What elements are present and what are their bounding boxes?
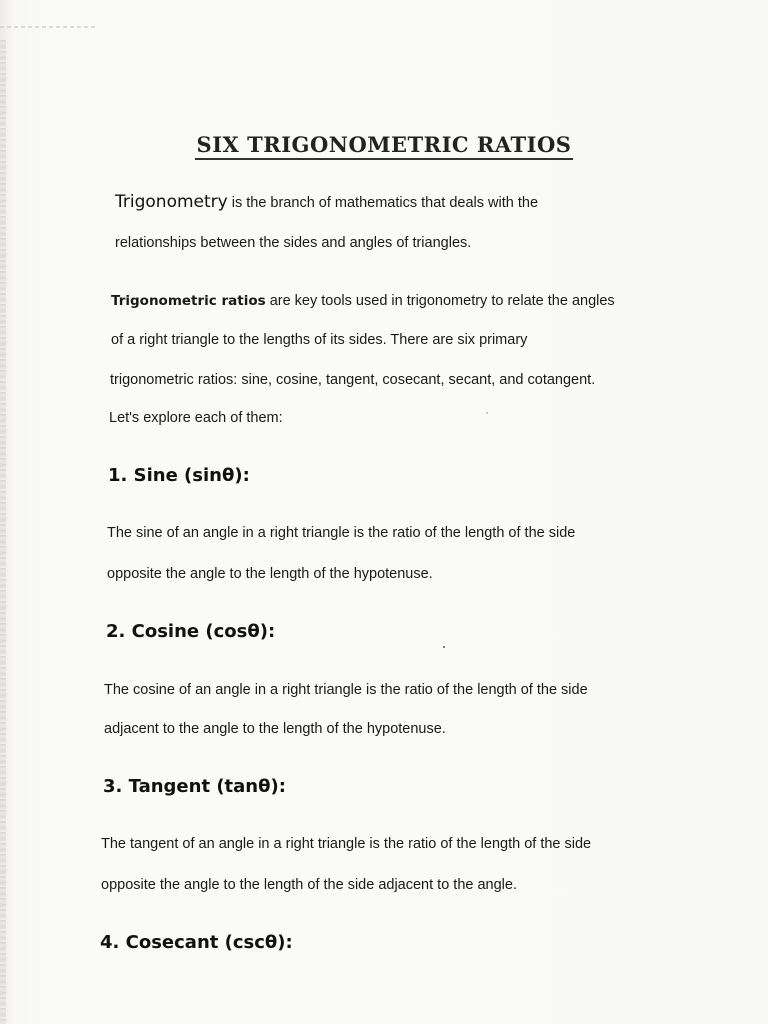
cosine-line-2: adjacent to the angle to the length of the hypotenuse. — [104, 721, 446, 737]
ratios-term: Trigonometric ratios — [111, 293, 266, 309]
section-heading-sine: 1. Sine (sinθ): — [108, 465, 250, 486]
ratios-line-3: trigonometric ratios: sine, cosine, tangent, cosecant, secant, and cotangent. — [110, 372, 596, 388]
intro-term: Trigonometry — [115, 192, 228, 212]
page-binding-edge — [0, 40, 6, 1024]
ratios-line-4: Let's explore each of them: — [109, 410, 283, 426]
intro-line-1-rest: is the branch of mathematics that deals with the — [227, 195, 539, 211]
ratios-line-2: of a right triangle to the lengths of its sides. There are six primary — [111, 332, 528, 348]
tangent-line-1: The tangent of an angle in a right triangle is the ratio of the length of the side — [101, 836, 592, 852]
sine-line-1: The sine of an angle in a right triangle is the ratio of the length of the side — [107, 525, 576, 541]
scan-speck — [443, 646, 445, 648]
ratios-line-1 — [111, 293, 615, 309]
intro-line-2: relationships between the sides and angles of triangles. — [115, 235, 472, 251]
intro-line-1 — [115, 192, 538, 212]
scan-speck — [486, 412, 488, 414]
section-heading-cosecant: 4. Cosecant (cscθ): — [100, 932, 293, 953]
sine-line-2: opposite the angle to the length of the hypotenuse. — [107, 566, 433, 582]
cosine-line-1: The cosine of an angle in a right triangle is the ratio of the length of the side — [104, 682, 588, 698]
page-title — [0, 132, 768, 157]
tangent-line-2: opposite the angle to the length of the side adjacent to the angle. — [101, 877, 517, 893]
section-heading-cosine: 2. Cosine (cosθ): — [106, 621, 276, 642]
ratios-line-1-rest: are key tools used in trigonometry to relate the angles — [265, 293, 615, 309]
page-title-text: SIX TRIGONOMETRIC RATIOS — [195, 132, 574, 160]
section-heading-tangent: 3. Tangent (tanθ): — [103, 776, 286, 797]
page-top-edge — [0, 26, 95, 28]
